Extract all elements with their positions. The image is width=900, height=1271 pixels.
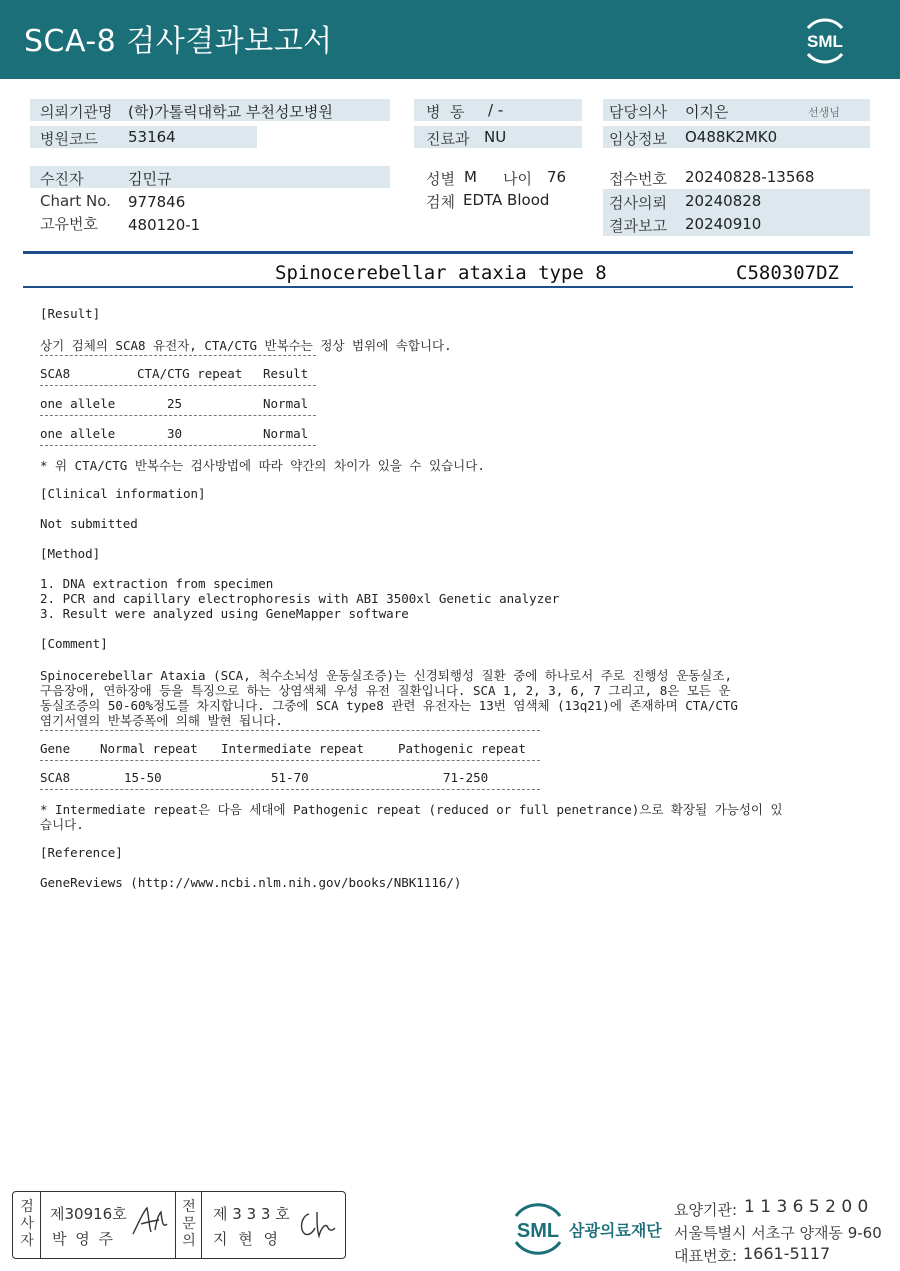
report-label: 결과보고 [609, 217, 667, 235]
hospital-code-value: 53164 [128, 128, 176, 146]
institution-label: 의뢰기관명 [40, 103, 113, 121]
method-line: 2. PCR and capillary electrophoresis with ABI 3500xl Genetic analyzer [40, 591, 560, 606]
repeat-cell: 51-70 [271, 770, 309, 785]
unique-value: 480120-1 [128, 216, 201, 234]
result-cell: 25 [167, 396, 183, 411]
sex-value: M [464, 168, 477, 186]
result-cell: one allele [40, 426, 116, 441]
report-value: 20240910 [685, 215, 762, 233]
specialist-name: 지 현 영 [213, 1230, 282, 1248]
result-heading: [Result] [40, 306, 101, 321]
header-bar [0, 0, 900, 79]
comment-note-line: 습니다. [40, 817, 84, 832]
result-cell: Normal [263, 396, 309, 411]
unique-label: 고유번호 [40, 215, 98, 233]
tester-label: 검사자 [20, 1199, 34, 1249]
table-rule [40, 730, 540, 731]
reference-text: GeneReviews (http://www.ncbi.nlm.nih.gov/books/NBK1116/) [40, 875, 462, 890]
receipt-label: 접수번호 [609, 170, 667, 188]
specialist-license: 제 3 3 3 호 [213, 1205, 290, 1223]
doctor-label: 담당의사 [609, 103, 667, 121]
ward-value: / - [488, 101, 504, 119]
comment-note-line: * Intermediate repeat은 다음 세대에 Pathogenic repeat (reduced or full penetrance)으로 확장될 가능성이 있 [40, 802, 783, 817]
ward-label: 병 동 [426, 103, 465, 121]
age-value: 76 [547, 168, 567, 186]
table-rule [40, 760, 540, 761]
institution-code-label: 요양기관: [674, 1201, 738, 1219]
request-label: 검사의뢰 [609, 194, 667, 212]
repeat-cell: SCA8 [40, 770, 71, 785]
org-name: 삼광의료재단 [569, 1221, 662, 1240]
table-rule [40, 445, 316, 446]
test-code: C580307DZ [736, 262, 839, 284]
dept-value: NU [484, 128, 507, 146]
sml-logo-icon [798, 14, 852, 68]
result-col-header: SCA8 [40, 366, 71, 381]
repeat-col-header: Normal repeat [100, 741, 198, 756]
sex-label: 성별 [426, 170, 455, 188]
hospital-code-label: 병원코드 [40, 130, 98, 148]
divider [40, 1192, 41, 1258]
repeat-col-header: Intermediate repeat [221, 741, 364, 756]
phone: 1661-5117 [743, 1244, 831, 1263]
age-label: 나이 [503, 170, 532, 188]
divider [175, 1192, 176, 1258]
phone-label: 대표번호: [674, 1247, 738, 1265]
comment-heading: [Comment] [40, 636, 108, 651]
method-line: 1. DNA extraction from specimen [40, 576, 274, 591]
doctor-suffix: 선생님 [808, 106, 840, 119]
dept-label: 진료과 [426, 130, 470, 148]
method-heading: [Method] [40, 546, 101, 561]
clinical-label: 임상정보 [609, 130, 667, 148]
patient-label: 수진자 [40, 170, 84, 188]
result-cell: 30 [167, 426, 183, 441]
specimen-label: 검체 [426, 193, 455, 211]
receipt-value: 20240828-13568 [685, 168, 815, 186]
test-name: Spinocerebellar ataxia type 8 [275, 262, 607, 284]
chart-label: Chart No. [40, 192, 111, 210]
address: 서울특별시 서초구 양재동 9-60 [674, 1224, 882, 1242]
report-title: SCA-8 검사결과보고서 [24, 24, 333, 59]
table-rule [40, 355, 316, 356]
repeat-cell: 71-250 [443, 770, 489, 785]
patient-value: 김민규 [128, 170, 172, 188]
specimen-value: EDTA Blood [463, 191, 550, 209]
method-line: 3. Result were analyzed using GeneMapper software [40, 606, 409, 621]
result-col-header: Result [263, 366, 309, 381]
tester-license: 제30916호 [50, 1205, 127, 1223]
info-band [30, 166, 390, 188]
doctor-value: 이지은 [685, 103, 729, 121]
repeat-col-header: Gene [40, 741, 71, 756]
clinical-text: Not submitted [40, 516, 138, 531]
comment-line: Spinocerebellar Ataxia (SCA, 척수소뇌성 운동실조증)는 신경퇴행성 질환 중에 하나로서 주로 진행성 운동실조, [40, 668, 732, 683]
institution-value: (학)가톨릭대학교 부천성모병원 [128, 103, 333, 121]
tester-signature-icon [129, 1204, 171, 1238]
comment-line: 염기서열의 반복증폭에 의해 발현 됩니다. [40, 713, 283, 728]
signature-box [12, 1191, 346, 1259]
specialist-signature-icon [295, 1208, 337, 1240]
table-rule [40, 385, 316, 386]
divider [23, 286, 853, 288]
comment-line: 동실조증의 50-60%정도를 차지합니다. 그중에 SCA type8 관련 유전자는 13번 염색체 (13q21)에 존재하며 CTA/CTG [40, 698, 738, 713]
footer-logo-text: SML [516, 1220, 560, 1242]
table-rule [40, 415, 316, 416]
specialist-label: 전문의 [182, 1199, 196, 1249]
tester-name: 박 영 주 [52, 1230, 116, 1248]
result-cell: Normal [263, 426, 309, 441]
repeat-cell: 15-50 [124, 770, 162, 785]
clinical-heading: [Clinical information] [40, 486, 206, 501]
result-col-header: CTA/CTG repeat [137, 366, 243, 381]
chart-value: 977846 [128, 193, 186, 211]
request-value: 20240828 [685, 192, 762, 210]
result-note: * 위 CTA/CTG 반복수는 검사방법에 따라 약간의 차이가 있을 수 있습니다. [40, 458, 485, 473]
logo-text: SML [807, 32, 843, 51]
result-text: 상기 검체의 SCA8 유전자, CTA/CTG 반복수는 정상 범위에 속합니다. [40, 338, 452, 353]
divider [23, 251, 853, 254]
institution-code: 1 1 3 6 5 2 0 0 [744, 1197, 869, 1217]
repeat-col-header: Pathogenic repeat [398, 741, 526, 756]
result-cell: one allele [40, 396, 116, 411]
reference-heading: [Reference] [40, 845, 123, 860]
clinical-value: O488K2MK0 [685, 128, 778, 146]
sml-footer-logo-icon [508, 1200, 568, 1256]
comment-line: 구음장애, 연하장애 등을 특징으로 하는 상염색체 우성 유전 질환입니다. SCA 1, 2, 3, 6, 7 그리고, 8은 모든 운 [40, 683, 731, 698]
divider [201, 1192, 202, 1258]
table-rule [40, 789, 540, 790]
